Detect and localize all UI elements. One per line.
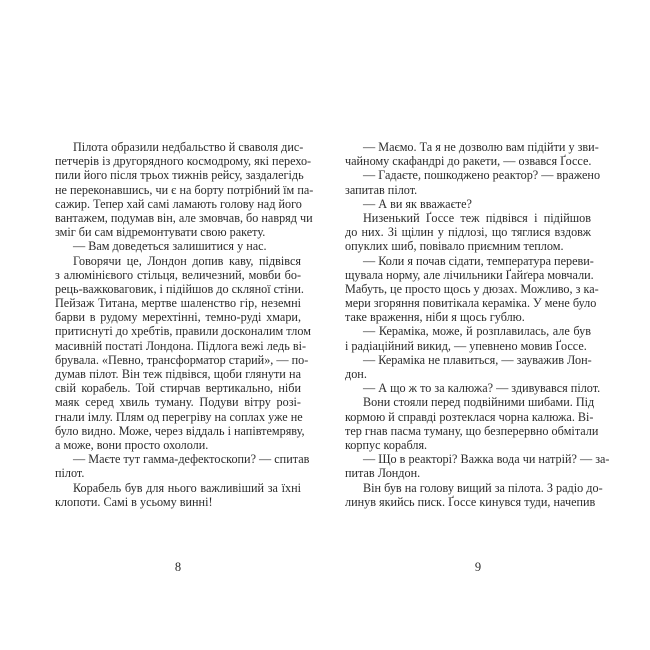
text-line: таке враження, ніби я щось гублю. (345, 310, 525, 325)
text-line: свій корабель. Той стирчав вертикально, ніби (55, 381, 301, 396)
text-line: запитав пілот. (345, 182, 418, 197)
page-number-right: 9 (474, 560, 482, 574)
text-line: пілот. (55, 466, 85, 481)
text-line: тер гнав пасма туману, що безперервно обмітали (345, 423, 599, 438)
text-line: з алюмінієвого стільця, величезний, мовби бо- (55, 267, 301, 282)
text-line: Пейзаж Титана, мертве шаленство гір, неземні (55, 296, 301, 311)
text-line: і радіаційний викид, — упевнено мовив Ґоссе. (345, 338, 587, 353)
text-line: сажир. Тепер хай самі ламають голову над його (55, 196, 302, 211)
text-line: кормою й справді розтеклася чорна калюжа. Ві- (345, 409, 594, 424)
text-line: пили його після трьох тижнів рейсу, заздалегідь (55, 168, 304, 183)
text-line: Низенький Ґоссе теж підвівся і підійшов (363, 210, 591, 225)
text-line: маяк серед хвиль туману. Подуви вітру розі- (55, 395, 301, 410)
text-line: Вони стояли перед подвійними шибами. Під (363, 395, 595, 410)
text-line: Говорячи це, Лондон допив каву, підвівся (73, 253, 301, 268)
text-line: гнали імлу. Плям од перегріву на соплах уже не (55, 409, 303, 424)
text-line: чайному скафандрі до ракети, — озвався Ґоссе. (345, 154, 592, 169)
right-page-text (345, 140, 610, 509)
page-number-left: 8 (174, 560, 182, 574)
text-line: опуклих шиб, повівало приємним теплом. (345, 239, 564, 254)
text-line: рець-важковаговик, і підійшов до скляної стіни. (55, 281, 304, 296)
text-line: клопоти. Самі в усьому винні! (55, 494, 213, 509)
left-page-text (55, 140, 314, 509)
text-line: щувала норму, але лічильники Ґайґера мовчали. (345, 267, 594, 282)
text-line: Корабель був для нього важливіший за їхні (73, 480, 301, 495)
text-line: Пілота образили недбальство й сваволя дис- (73, 140, 304, 154)
text-line: линув якийсь писк. Ґоссе кинувся туди, начепив (345, 494, 596, 509)
text-line: брувала. «Певно, трансформатор старий», — по- (55, 352, 309, 367)
text-line: корпус корабля. (345, 437, 428, 452)
text-line: Мабуть, це просто щось у дюзах. Можливо, з ка- (345, 281, 599, 296)
text-line: не переконавшись, чи є на борту потрібний їм па- (55, 182, 314, 197)
text-line: а може, вони просто охололи. (55, 437, 209, 452)
text-line: петчерів із другорядного космодрому, які перехо- (55, 154, 312, 169)
text-line: — А ви як вважаєте? (363, 196, 472, 211)
text-line: питав Лондон. (345, 466, 421, 481)
text-line: — Що в реакторі? Важка вода чи натрій? — за- (363, 452, 610, 467)
text-line: Він був на голову вищий за пілота. З радіо до- (363, 480, 603, 495)
text-line: думав пілот. Він теж підвівся, щоби глянути на (55, 367, 301, 381)
text-line: мери згоряння повитікала кераміка. У мене було (345, 296, 597, 311)
text-line: притиснуті до хребтів, правили досконалим тлом (55, 324, 311, 339)
text-line: масивній постаті Лондона. Підлога вежі ледь ві- (55, 338, 307, 353)
text-line: — Маємо. Та я не дозволю вам підійти у зви- (363, 140, 599, 154)
text-line: — Гадаєте, пошкоджено реактор? — вражено (363, 168, 601, 183)
text-line: — Маєте тут гамма-дефектоскопи? — спитав (73, 452, 310, 467)
text-line: — Кераміка не плавиться, — зауважив Лон- (363, 352, 592, 367)
text-line: дон. (345, 367, 367, 381)
text-line: — Кераміка, може, й розплавилась, але був (363, 324, 591, 339)
text-line: — Коли я почав сідати, температура переви- (363, 253, 594, 268)
text-line: — А що ж то за калюжа? — здивувався пілот. (363, 381, 601, 396)
text-line: — Вам доведеться залишитися у нас. (73, 239, 267, 254)
text-line: було видно. Може, через віддаль і напівтемряву, (55, 423, 305, 438)
text-line: зміг би сам відремонтувати свою ракету. (55, 225, 266, 240)
text-line: вантажем, подумав він, але змовчав, бо навряд чи (55, 210, 313, 225)
text-line: барви в рудому мерехтінні, темно-руді хмари, (55, 310, 301, 325)
text-line: до них. Зі щілин у підлозі, що тяглися вздовж (345, 225, 591, 240)
